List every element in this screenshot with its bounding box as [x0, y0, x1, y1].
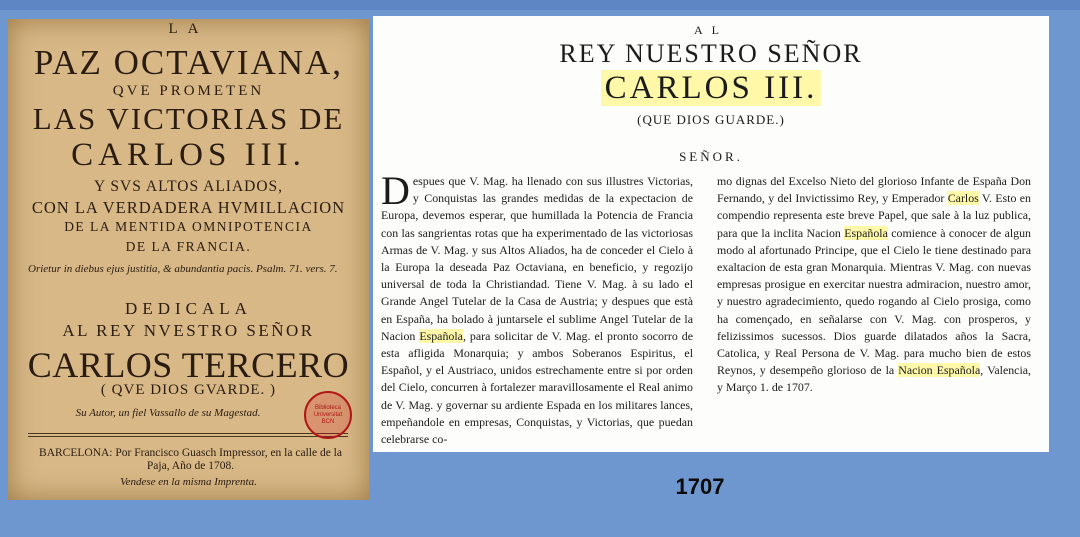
dedication-line-senor: SEÑOR.	[679, 149, 743, 164]
title-line-dedicala: DEDICALA	[125, 299, 252, 318]
title-epigraph: Orietur in diebus ejus justitia, & abundantia pacis. Psalm. 71. vers. 7.	[28, 263, 338, 275]
highlight-espanola: Española	[844, 225, 888, 240]
dedication-page-scan	[373, 16, 1049, 452]
title-rule	[28, 433, 348, 434]
title-vendese: Vendese en la misma Imprenta.	[120, 476, 257, 488]
highlight-espanola: Española	[419, 328, 463, 343]
title-line-la: LA	[168, 21, 209, 37]
caption-year: 1707	[675, 474, 725, 499]
right-column-text-2: V. Esto en compendio representa este breve Papel, que sale à la luz publica, para que la inclita Nacion	[717, 191, 1032, 240]
highlight-carlos: Carlos	[947, 191, 979, 206]
title-line-carlos-iii: CARLOS III.	[71, 137, 306, 173]
highlight-nacion-espanola: Nacion Española	[898, 363, 981, 378]
dedication-line-que-dios-guarde: (QUE DIOS GUARDE.)	[637, 112, 785, 127]
dedication-left-column	[381, 168, 693, 448]
title-rule-double	[28, 436, 348, 437]
dedication-line-rey: REY NUESTRO SEÑOR	[559, 39, 863, 68]
library-stamp-icon	[304, 391, 352, 439]
title-line-humillacion: CON LA VERDADERA HVMILLACION	[31, 198, 346, 217]
title-author-line: Su Autor, un fiel Vassallo de su Magestad.	[75, 407, 261, 419]
title-line-paz-octaviana: PAZ OCTAVIANA,	[33, 43, 344, 82]
title-line-que-prometen: QVE PROMETEN	[112, 83, 265, 99]
title-line-que-dios-guarde: ( QVE DIOS GVARDE. )	[100, 382, 277, 398]
drop-cap: D	[381, 168, 410, 213]
dedication-line-al: AL	[694, 23, 728, 37]
left-column-text-1: espues que V. Mag. ha llenado con sus illustres Victorias, y Conquistas las grandes medidas de la expectacion de Europa, devemos esperar, que humillada la Potencia de Francia con las sangrientas rotas que ha experimentado de las victoriosas Armas de V. Mag. y sus Altos Aliados, ha de conceder el Cielo à la Europa la deseada Paz Octaviana, en beneficio, y regozijo universal de toda la Christiandad. Tiene V. Mag. à su lado el Grande Angel Tutelar de la Casa de Austria; y despues que està en España, ha bolado à juntarsele el sublime Angel Tutelar de la Nacion	[381, 174, 693, 343]
title-line-victorias: LAS VICTORIAS DE	[32, 101, 345, 136]
right-column-text-4: , Valencia, y Março 1. de 1707.	[717, 363, 1031, 395]
title-page-scan	[8, 19, 369, 500]
top-border	[0, 0, 1080, 10]
library-stamp-text: Biblioteca Universitat BCN	[313, 404, 343, 425]
title-line-carlos-tercero: CARLOS TERCERO	[27, 345, 350, 385]
title-imprint: BARCELONA: Por Francisco Guasch Impressor, en la calle de la Paja, Año de 1708.	[39, 447, 342, 472]
left-column-text-2: , para solicitar de V. Mag. el pronto socorro de esta afligida Monarquia; y ambos Soberanos Espiritus, el Español, y el Austriaco, unidos estrechamente entre si por orden del Cielo, concurren à fortalezer maravillosamente el Real animo de V. Mag. y governar su ardiente Espada en los militares lances, empeñandole en empresas, Conquistas, y Victorias, que puedan celebrarse co-	[381, 328, 693, 447]
title-line-al-rey: AL REY NVESTRO SEÑOR	[62, 321, 315, 340]
dedication-line-carlos-iii	[373, 70, 1049, 107]
dedication-right-column	[717, 173, 1031, 397]
title-line-francia: DE LA FRANCIA.	[125, 239, 252, 254]
title-line-altos-aliados: Y SVS ALTOS ALIADOS,	[93, 178, 284, 195]
title-line-mentida: DE LA MENTIDA OMNIPOTENCIA	[64, 219, 313, 234]
right-column-text-1: mo dignas del Excelso Nieto del glorioso Infante de España Don Fernando, y del Invictissimo Rey, y Emperador	[717, 174, 1031, 206]
dedication-carlos-highlight: CARLOS III.	[601, 70, 822, 106]
right-column-text-3: comience à conocer de algun modo al afortunado Principe, que el Cielo le tiene destinado para exaltacion de esta gran Monarquia. Mientras V. Mag. con nuevas empresas prosigue en exercitar nuestra admiracion, nuestro amor, y nuestro agradecimiento, quedo rogando al Cielo prosiga, como ha començado, en señalarse con V. Mag. con prosperos, y felizissimos sucessos. Dios guarde dilatados años la Sacra, Catolica, y Real Persona de V. Mag. para mucho bien de estos Reynos, y desempeño glorioso de la	[717, 225, 1031, 378]
